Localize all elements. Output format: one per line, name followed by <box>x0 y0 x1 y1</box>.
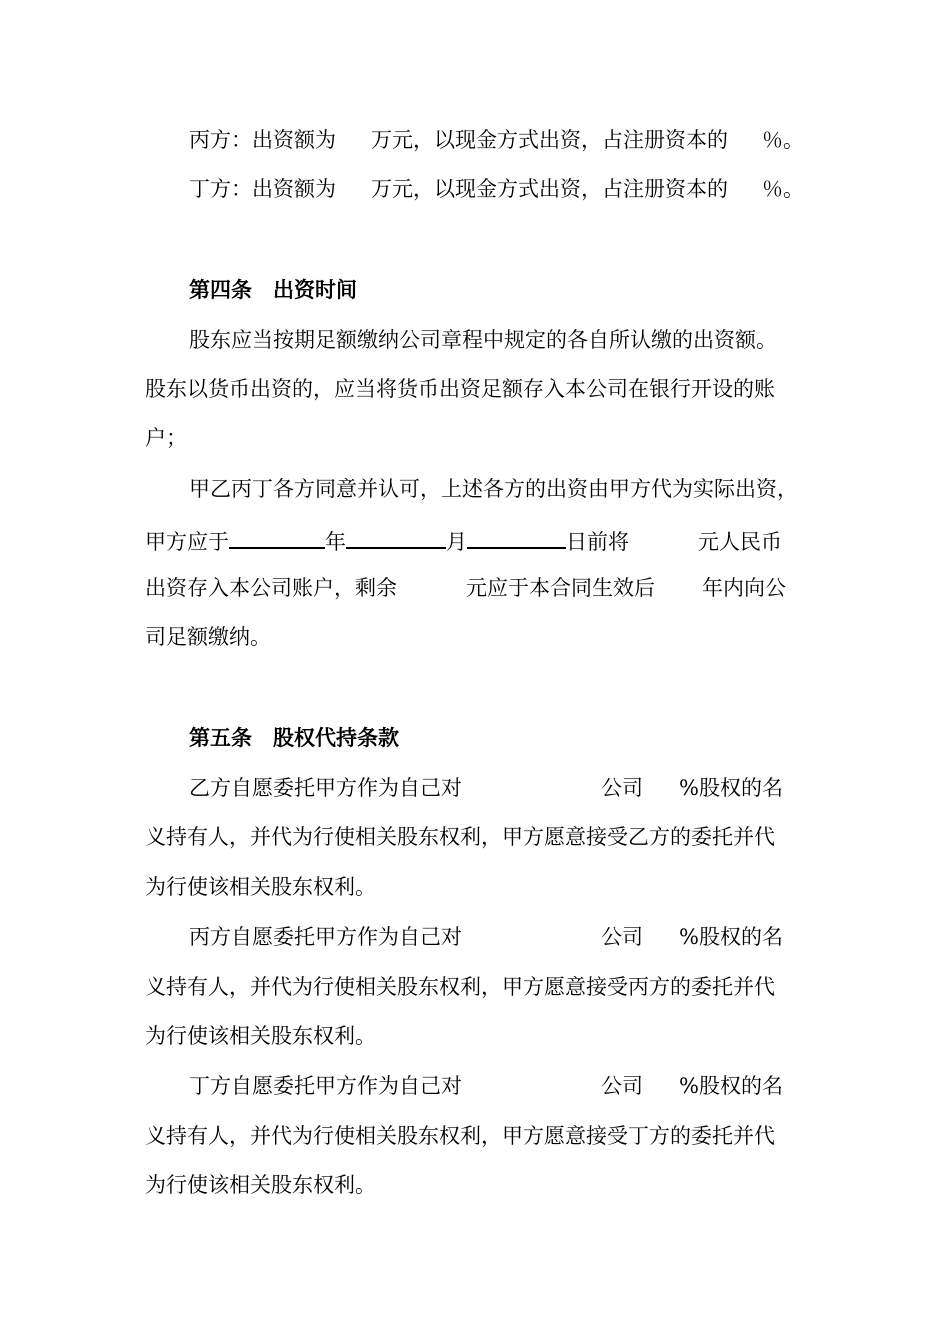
text-segment: 公司 <box>601 925 643 949</box>
article5-yi-line1 <box>189 773 783 803</box>
article4-para1-line3: 户； <box>145 426 187 450</box>
text-segment: ％。 <box>762 177 804 201</box>
text-segment: 乙方自愿委托甲方作为自己对 <box>189 776 462 800</box>
text-segment: 丁方自愿委托甲方作为自己对 <box>189 1074 462 1098</box>
text-segment: 丁方：出资额为 <box>189 177 336 201</box>
article5-ding-line2: 义持有人，并代为行使相关股东权利，甲方愿意接受丁方的委托并代 <box>145 1124 775 1148</box>
text-segment: 公司 <box>601 1074 643 1098</box>
article5-yi-line2: 义持有人，并代为行使相关股东权利，甲方愿意接受乙方的委托并代 <box>145 825 775 849</box>
article5-ding-line1 <box>189 1071 783 1101</box>
month-blank <box>346 523 446 549</box>
day-blank <box>467 523 566 549</box>
text-segment: 万元，以现金方式出资，占注册资本的 <box>371 128 728 152</box>
contribution-bing-line <box>189 125 804 155</box>
article4-para2-line4: 司足额缴纳。 <box>145 625 271 649</box>
text-segment: %股权的名 <box>679 1074 783 1098</box>
text-segment: %股权的名 <box>679 925 783 949</box>
text-segment: 出资存入本公司账户，剩余 <box>145 576 397 600</box>
article5-bing-line2: 义持有人，并代为行使相关股东权利，甲方愿意接受丙方的委托并代 <box>145 975 775 999</box>
article4-para2-line1: 甲乙丙丁各方同意并认可，上述各方的出资由甲方代为实际出资， <box>189 477 798 501</box>
text-segment: 年内向公 <box>702 576 786 600</box>
text-segment: 丙方：出资额为 <box>189 128 336 152</box>
article5-yi-line3: 为行使该相关股东权利。 <box>145 875 376 899</box>
text-segment: 元人民币 <box>698 530 782 554</box>
text-segment: 日前将 <box>566 530 629 554</box>
text-segment: ％。 <box>762 128 804 152</box>
text-segment: 元应于本合同生效后 <box>466 576 655 600</box>
text-segment: 公司 <box>601 776 643 800</box>
contribution-ding-line <box>189 174 804 204</box>
article5-heading: 第五条 股权代持条款 <box>189 725 399 750</box>
article5-bing-line3: 为行使该相关股东权利。 <box>145 1024 376 1048</box>
text-segment: 年 <box>325 530 346 554</box>
text-segment: 甲方应于 <box>145 530 229 554</box>
text-segment: 月 <box>446 530 467 554</box>
text-segment: 丙方自愿委托甲方作为自己对 <box>189 925 462 949</box>
article4-para1-line1: 股东应当按期足额缴纳公司章程中规定的各自所认缴的出资额。 <box>189 328 777 352</box>
article4-para2-line3 <box>145 573 786 603</box>
article4-para2-line2 <box>145 523 782 557</box>
text-segment: 万元，以现金方式出资，占注册资本的 <box>371 177 728 201</box>
article5-bing-line1 <box>189 922 783 952</box>
article4-para1-line2: 股东以货币出资的，应当将货币出资足额存入本公司在银行开设的账 <box>145 377 775 401</box>
year-blank <box>229 523 325 549</box>
article5-ding-line3: 为行使该相关股东权利。 <box>145 1173 376 1197</box>
text-segment: %股权的名 <box>679 776 783 800</box>
article4-heading: 第四条 出资时间 <box>189 277 357 302</box>
